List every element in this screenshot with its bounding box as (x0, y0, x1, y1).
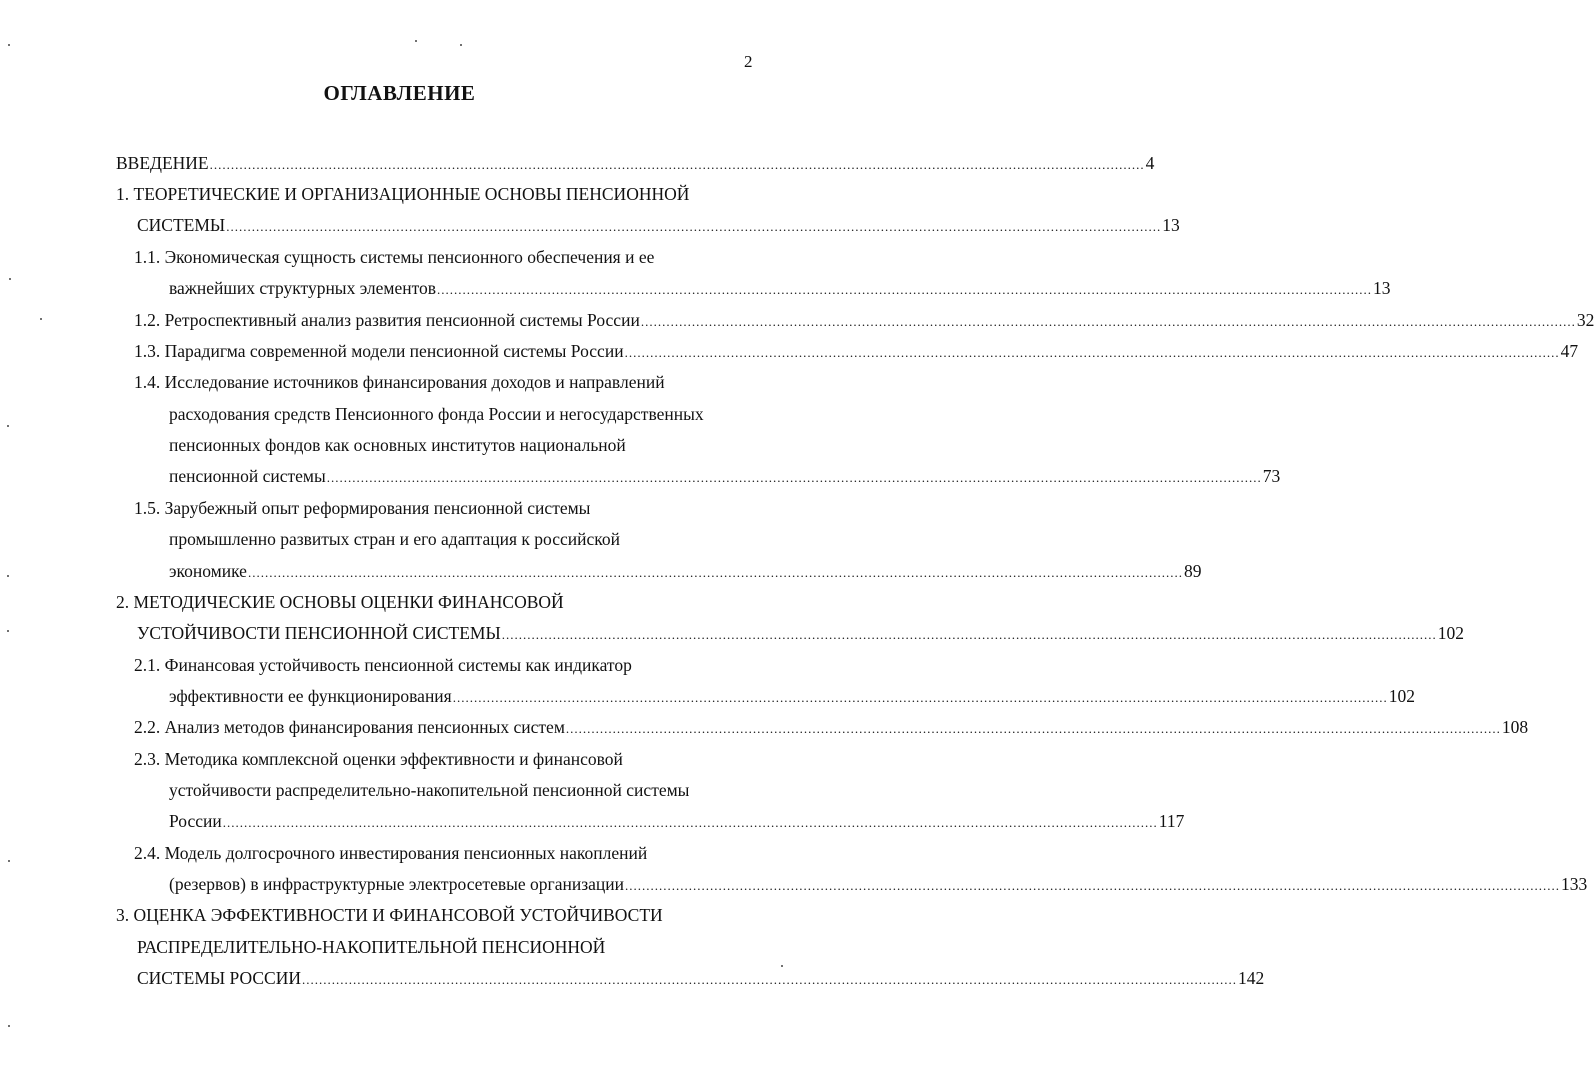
page-number: 2 (744, 52, 753, 71)
leader-dots: ............................................................................................................................................................................................................................ (624, 878, 1560, 893)
toc-entry-subsection-2-1[interactable] (169, 684, 1415, 708)
toc-entry-section-3[interactable] (137, 966, 1265, 990)
scan-speck (8, 860, 10, 862)
toc-page-number: 142 (1237, 968, 1265, 988)
toc-entry-subsection-2-2[interactable] (134, 715, 1529, 739)
toc-entry-text: ВВЕДЕНИЕ (116, 153, 209, 173)
toc-entry-text: 2.2. Анализ методов финансирования пенсионных систем (134, 717, 565, 737)
leader-dots: ............................................................................................................................................................................................................................ (452, 690, 1388, 705)
toc-subsection-1-5-line1: 1.5. Зарубежный опыт реформирования пенсионной системы (134, 498, 591, 518)
scan-speck (40, 318, 42, 320)
toc-page-number: 89 (1183, 561, 1202, 581)
toc-subsection-1-4-line2: расходования средств Пенсионного фонда России и негосударственных (169, 404, 704, 424)
toc-subsection-2-3-line1: 2.3. Методика комплексной оценки эффективности и финансовой (134, 749, 623, 769)
toc-page-number: 102 (1437, 623, 1464, 643)
toc-subsection-2-4-line1: 2.4. Модель долгосрочного инвестирования пенсионных накоплений (134, 843, 648, 863)
leader-dots: ............................................................................................................................................................................................................................ (437, 282, 1373, 297)
toc-page-number: 4 (1145, 153, 1155, 173)
leader-dots: ............................................................................................................................................................................................................................ (501, 627, 1437, 642)
toc-entry-text: СИСТЕМЫ (137, 215, 226, 235)
toc-entry-text: эффективности ее функционирования (169, 686, 452, 706)
scan-speck (8, 44, 10, 46)
toc-page-number: 102 (1388, 686, 1415, 706)
toc-entry-subsection-1-2[interactable] (134, 308, 1594, 332)
toc-entry-text: СИСТЕМЫ РОССИИ (137, 968, 301, 988)
toc-subsection-1-4-line1: 1.4. Исследование источников финансирования доходов и направлений (134, 372, 665, 392)
scan-speck (9, 278, 11, 280)
leader-dots: ............................................................................................................................................................................................................................ (640, 314, 1576, 329)
leader-dots: ............................................................................................................................................................................................................................ (565, 721, 1501, 736)
toc-entry-text: экономике (169, 561, 247, 581)
toc-section-3-line1: 3. ОЦЕНКА ЭФФЕКТИВНОСТИ И ФИНАНСОВОЙ УСТОЙЧИВОСТИ (116, 905, 663, 925)
toc-entry-section-1[interactable] (137, 213, 1180, 237)
page-title: ОГЛАВЛЕНИЕ (323, 81, 476, 105)
toc-subsection-1-1-line1: 1.1. Экономическая сущность системы пенсионного обеспечения и ее (134, 247, 655, 267)
scan-speck (7, 425, 9, 427)
toc-page-number: 13 (1373, 278, 1391, 298)
toc-page-number: 13 (1162, 215, 1180, 235)
scan-speck (7, 630, 9, 632)
toc-subsection-2-1-line1: 2.1. Финансовая устойчивость пенсионной системы как индикатор (134, 655, 632, 675)
toc-page-number: 73 (1262, 466, 1281, 486)
leader-dots: ............................................................................................................................................................................................................................ (222, 815, 1158, 830)
toc-page-number: 32 (1576, 310, 1594, 330)
toc-section-2-line1: 2. МЕТОДИЧЕСКИЕ ОСНОВЫ ОЦЕНКИ ФИНАНСОВОЙ (116, 592, 564, 612)
toc-section-3-line2: РАСПРЕДЕЛИТЕЛЬНО-НАКОПИТЕЛЬНОЙ ПЕНСИОННОЙ (137, 937, 606, 957)
scan-speck (781, 965, 783, 967)
leader-dots: ............................................................................................................................................................................................................................ (326, 470, 1262, 485)
toc-entry-intro[interactable] (116, 151, 1155, 175)
toc-page-number: 47 (1560, 341, 1579, 361)
toc-subsection-1-4-line3: пенсионных фондов как основных институтов национальной (169, 435, 626, 455)
toc-entry-text: важнейших структурных элементов (169, 278, 437, 298)
scan-speck (7, 575, 9, 577)
toc-entry-text: УСТОЙЧИВОСТИ ПЕНСИОННОЙ СИСТЕМЫ (137, 623, 501, 643)
toc-page-number: 133 (1560, 874, 1588, 894)
toc-page-number: 108 (1501, 717, 1529, 737)
toc-entry-text: 1.3. Парадигма современной модели пенсионной системы России (134, 341, 624, 361)
toc-entry-subsection-1-4[interactable] (169, 464, 1281, 488)
leader-dots: ............................................................................................................................................................................................................................ (209, 157, 1145, 172)
toc-entry-text: (резервов) в инфраструктурные электросетевые организации (169, 874, 624, 894)
leader-dots: ............................................................................................................................................................................................................................ (247, 565, 1183, 580)
scan-speck (415, 40, 417, 42)
toc-entry-subsection-1-1[interactable] (169, 276, 1391, 300)
leader-dots: ............................................................................................................................................................................................................................ (301, 972, 1237, 987)
toc-entry-text: 1.2. Ретроспективный анализ развития пенсионной системы России (134, 310, 640, 330)
toc-section-1-line1: 1. ТЕОРЕТИЧЕСКИЕ И ОРГАНИЗАЦИОННЫЕ ОСНОВЫ ПЕНСИОННОЙ (116, 184, 690, 204)
toc-entry-subsection-2-4[interactable] (169, 872, 1588, 896)
leader-dots: ............................................................................................................................................................................................................................ (624, 345, 1560, 360)
toc-entry-subsection-1-5[interactable] (169, 559, 1202, 583)
toc-entry-text: России (169, 811, 222, 831)
toc-page-number: 117 (1158, 811, 1185, 831)
leader-dots: ............................................................................................................................................................................................................................ (226, 219, 1162, 234)
toc-entry-section-2[interactable] (137, 621, 1464, 645)
toc-entry-subsection-2-3[interactable] (169, 809, 1185, 833)
scan-speck (8, 1025, 10, 1027)
scan-speck (460, 44, 462, 46)
toc-subsection-2-3-line2: устойчивости распределительно-накопительной пенсионной системы (169, 780, 690, 800)
toc-subsection-1-5-line2: промышленно развитых стран и его адаптация к российской (169, 529, 620, 549)
toc-entry-subsection-1-3[interactable] (134, 339, 1579, 363)
toc-entry-text: пенсионной системы (169, 466, 326, 486)
